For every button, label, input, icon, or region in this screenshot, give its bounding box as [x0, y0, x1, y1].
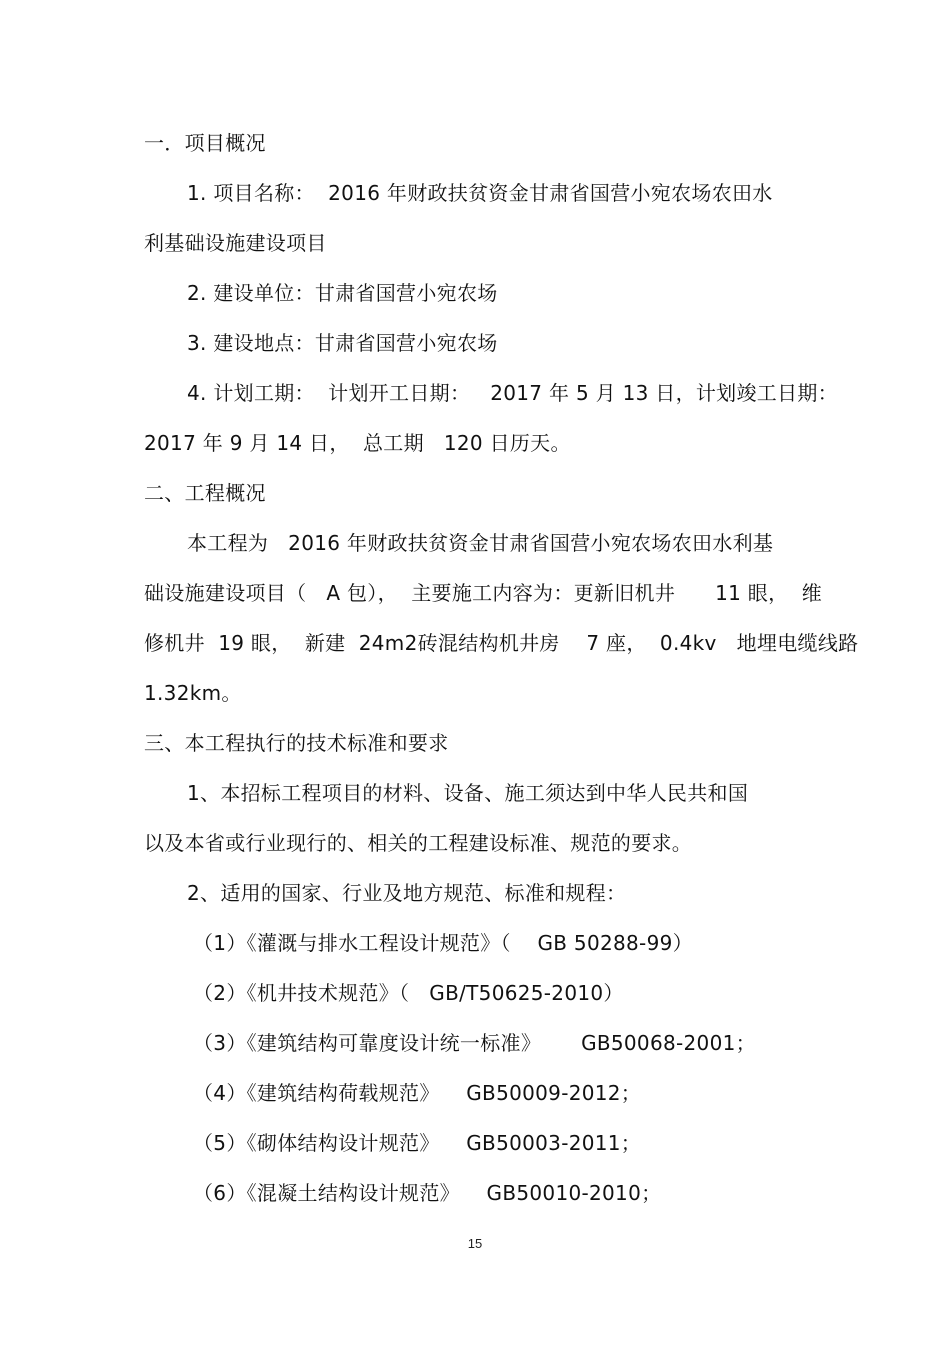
text-line: 1、本招标工程项目的材料、设备、施工须达到中华人民共和国	[187, 781, 749, 805]
text-line: 础设施建设项目（ A 包）， 主要施工内容为：更新旧机井 11 眼， 维	[144, 581, 822, 605]
text-line: 3. 建设地点：甘肃省国营小宛农场	[187, 331, 498, 355]
page-number: 15	[467, 1236, 483, 1251]
text-line: 利基础设施建设项目	[144, 231, 327, 255]
text-line: 2017 年 9 月 14 日， 总工期 120 日历天。	[144, 431, 571, 455]
text-line: 1.32km。	[144, 681, 242, 705]
standard-item: （6）《混凝土结构设计规范》 GB50010-2010；	[193, 1181, 662, 1205]
section-heading-engineering-overview: 二、工程概况	[144, 481, 266, 505]
standard-item: （3）《建筑结构可靠度设计统一标准》 GB50068-2001；	[193, 1031, 756, 1055]
text-line: 4. 计划工期： 计划开工日期： 2017 年 5 月 13 日，计划竣工日期：	[187, 381, 838, 405]
standard-item: （4）《建筑结构荷载规范》 GB50009-2012；	[193, 1081, 642, 1105]
text-line: 2. 建设单位：甘肃省国营小宛农场	[187, 281, 498, 305]
text-line: 本工程为 2016 年财政扶贫资金甘肃省国营小宛农场农田水利基	[187, 531, 774, 555]
text-line: 2、适用的国家、行业及地方规范、标准和规程：	[187, 881, 627, 905]
section-heading-project-overview: 一．项目概况	[144, 131, 266, 155]
standard-item: （5）《砌体结构设计规范》 GB50003-2011；	[193, 1131, 642, 1155]
text-line: 以及本省或行业现行的、相关的工程建设标准、规范的要求。	[144, 831, 693, 855]
text-line: 修机井 19 眼， 新建 24m2砖混结构机井房 7 座， 0.4kv 地埋电缆线路	[144, 631, 859, 655]
text-line: 1. 项目名称： 2016 年财政扶贫资金甘肃省国营小宛农场农田水	[187, 181, 773, 205]
section-heading-technical-standards: 三、本工程执行的技术标准和要求	[144, 731, 449, 755]
standard-item: （1）《灌溉与排水工程设计规范》（ GB 50288-99）	[193, 931, 693, 955]
standard-item: （2）《机井技术规范》（ GB/T50625-2010）	[193, 981, 624, 1005]
